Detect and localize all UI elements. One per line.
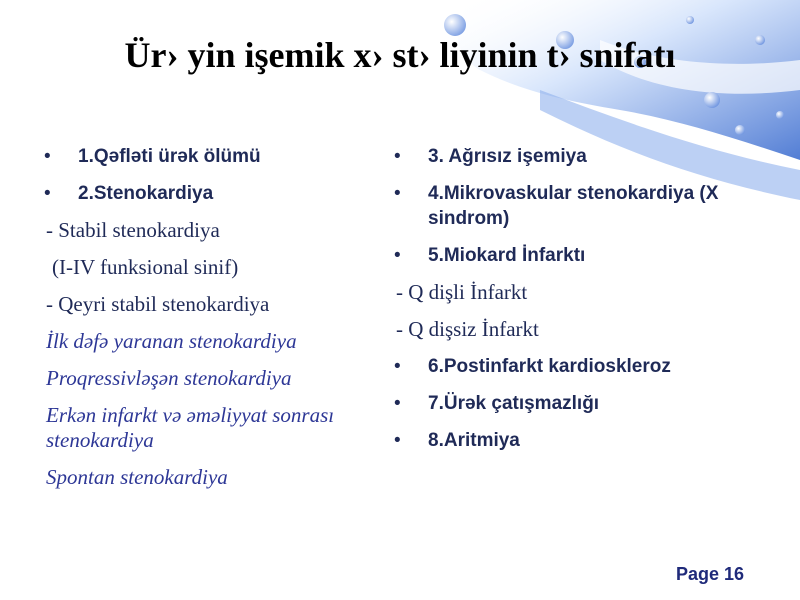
list-item-text: (I-IV funksional sinif) [52,255,239,279]
left-column-list [42,144,382,502]
bullet-icon: • [394,245,401,266]
bullet-icon: • [44,183,51,204]
bullet-icon: • [394,430,401,451]
bullet-icon: • [44,146,51,167]
list-item [392,280,792,305]
list-item-text: 1.Qəfləti ürək ölümü [78,146,261,167]
bullet-icon: • [394,146,401,167]
list-item-text: - Qeyri stabil stenokardiya [46,292,270,316]
list-item [392,243,792,268]
list-item [42,403,382,453]
list-item [392,144,792,169]
bullet-icon: • [394,356,401,377]
slide-title: Ür› yin işemik x› st› liyinin t› snifatı [124,35,676,75]
list-item [42,255,382,280]
list-item-text: 3. Ağrısız işemiya [428,146,587,167]
page-number: Page 16 [675,564,744,584]
list-item-text: Spontan stenokardiya [46,465,228,489]
list-item-text: İlk dəfə yaranan stenokardiya [46,329,297,353]
list-item-text: 7.Ürək çatışmazlığı [428,393,600,414]
list-item [42,144,382,169]
bullet-icon: • [394,183,401,204]
list-item-text: Erkən infarkt və əməliyyat sonrası stenokardiya [46,403,335,452]
list-item-text: 4.Mikrovaskular stenokardiya (X sindrom) [428,183,719,229]
list-item-text: 2.Stenokardiya [78,183,214,204]
list-item-text: - Stabil stenokardiya [46,218,220,242]
list-item [392,428,792,453]
list-item [42,292,382,317]
list-item [42,181,382,206]
list-item [392,391,792,416]
list-item [42,465,382,490]
list-item [392,181,792,231]
list-item [42,366,382,391]
list-item-text: 8.Aritmiya [428,430,520,451]
list-item [42,329,382,354]
list-item [42,218,382,243]
list-item [392,317,792,342]
right-column-list [392,144,792,465]
list-item-text: - Q dişli İnfarkt [396,280,528,304]
bullet-icon: • [394,393,401,414]
list-item-text: 5.Miokard İnfarktı [428,245,586,266]
list-item-text: 6.Postinfarkt kardioskleroz [428,356,671,377]
list-item-text: - Q dişsiz İnfarkt [396,317,539,341]
list-item [392,354,792,379]
list-item-text: Proqressivləşən stenokardiya [46,366,292,390]
